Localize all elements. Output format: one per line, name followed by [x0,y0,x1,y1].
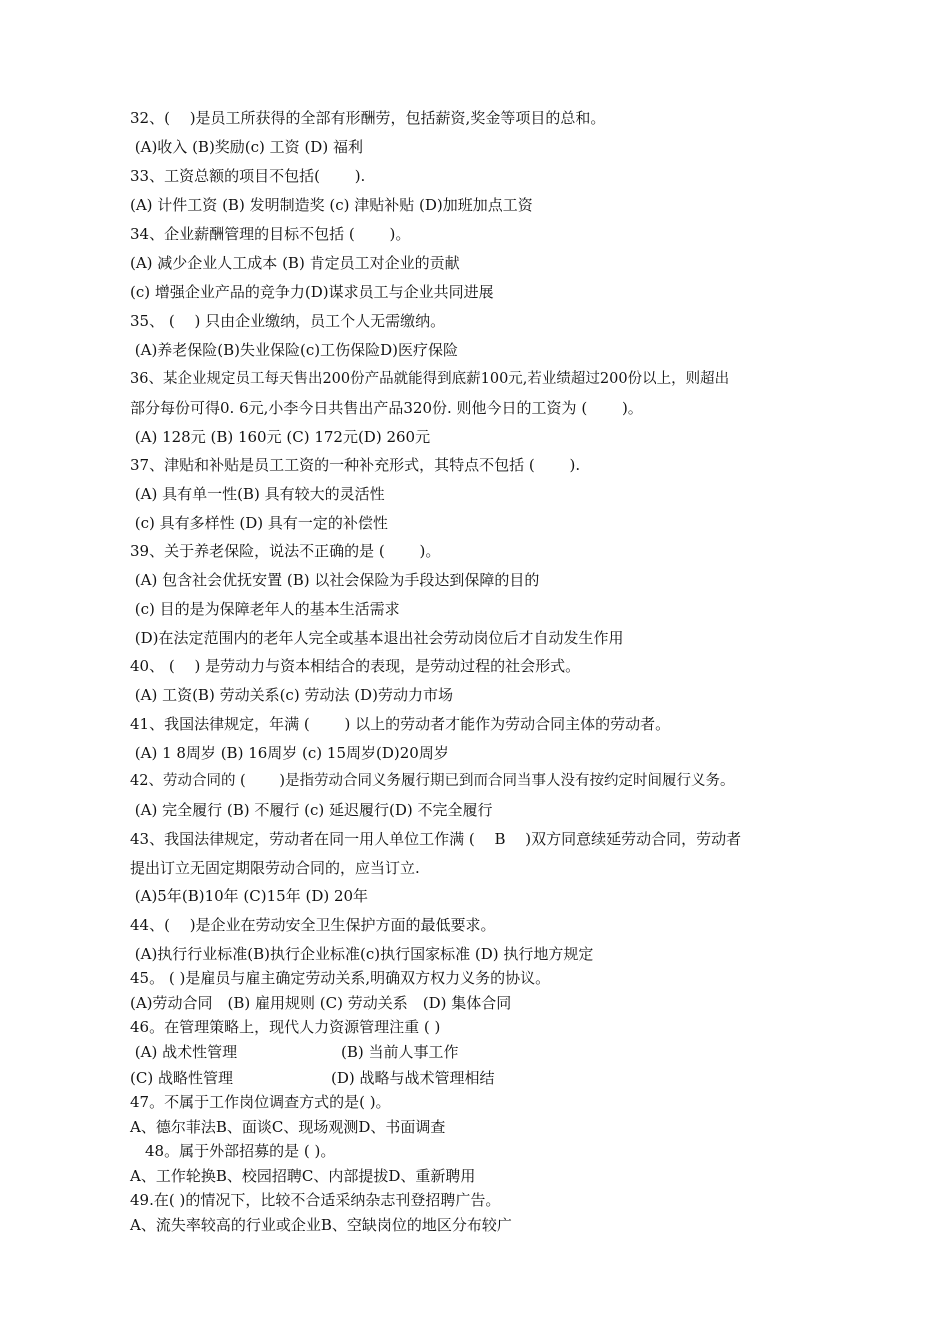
options-33: (A) 计件工资 (B) 发明制造奖 (c) 津贴补贴 (D)加班加点工资 [130,196,533,214]
question-42: 42、劳动合同的 ( )是指劳动合同义务履行期已到而合同当事人没有按约定时间履行义务。 [130,773,735,789]
option-46-b: (B) 当前人事工作 [341,1043,459,1061]
question-46: 46。在管理策略上，现代人力资源管理注重 ( ) [130,1018,441,1036]
options-32: (A)收入 (B)奖励(c) 工资 (D) 福利 [130,138,363,156]
options-35: (A)养老保险(B)失业保险(c)工伤保险D)医疗保险 [130,341,459,359]
question-37: 37、津贴和补贴是员工工资的一种补充形式，其特点不包括 ( ). [130,456,581,474]
option-46-c: (C) 战略性管理 [130,1069,233,1087]
question-39: 39、关于养老保险，说法不正确的是 ( )。 [130,542,441,560]
options-39-c: (c) 目的是为保障老年人的基本生活需求 [130,600,400,618]
question-47: 47。不属于工作岗位调查方式的是( )。 [130,1093,391,1111]
options-39-ab: (A) 包含社会优抚安置 (B) 以社会保险为手段达到保障的目的 [130,571,540,589]
question-36-line-1: 36、某企业规定员工每天售出200份产品就能得到底薪100元,若业绩超过200份以上，则超出 [130,371,730,387]
options-36: (A) 128元 (B) 160元 (C) 172元(D) 260元 [130,428,431,446]
option-46-a: (A) 战术性管理 [130,1043,238,1061]
options-42: (A) 完全履行 (B) 不履行 (c) 延迟履行(D) 不完全履行 [130,801,493,819]
options-49: A、流失率较高的行业或企业B、空缺岗位的地区分布较广 [130,1216,512,1234]
options-48: A、工作轮换B、校园招聘C、内部提拔D、重新聘用 [130,1167,476,1185]
question-33: 33、工资总额的项目不包括( ). [130,167,366,185]
options-34-ab: (A) 减少企业人工成本 (B) 肯定员工对企业的贡献 [130,254,460,272]
question-49: 49.在( )的情况下，比较不合适采纳杂志刊登招聘广告。 [130,1191,501,1209]
question-32: 32、( )是员工所获得的全部有形酬劳，包括薪资,奖金等项目的总和。 [130,109,606,127]
question-43-line-2: 提出订立无固定期限劳动合同的，应当订立. [130,859,420,877]
options-44: (A)执行行业标准(B)执行企业标准(c)执行国家标准 (D) 执行地方规定 [130,945,594,963]
question-41: 41、我国法律规定，年满 ( ) 以上的劳动者才能作为劳动合同主体的劳动者。 [130,715,671,733]
options-43: (A)5年(B)10年 (C)15年 (D) 20年 [130,887,369,905]
question-48: 48。属于外部招募的是 ( )。 [130,1142,336,1160]
question-35: 35、 ( ) 只由企业缴纳，员工个人无需缴纳。 [130,312,446,330]
options-37-ab: (A) 具有单一性(B) 具有较大的灵活性 [130,485,385,503]
question-40: 40、 ( ) 是劳动力与资本相结合的表现，是劳动过程的社会形式。 [130,657,581,675]
options-37-cd: (c) 具有多样性 (D) 具有一定的补偿性 [130,514,388,532]
options-34-cd: (c) 增强企业产品的竞争力(D)谋求员工与企业共同进展 [130,283,494,301]
question-44: 44、( )是企业在劳动安全卫生保护方面的最低要求。 [130,916,496,934]
question-43-line-1: 43、我国法律规定，劳动者在同一用人单位工作满 ( B )双方同意续延劳动合同，劳动者 [130,830,742,848]
options-47: A、德尔菲法B、面谈C、现场观测D、书面调查 [130,1118,446,1136]
options-39-d: (D)在法定范围内的老年人完全或基本退出社会劳动岗位后才自动发生作用 [130,629,624,647]
options-40: (A) 工资(B) 劳动关系(c) 劳动法 (D)劳动力市场 [130,686,453,704]
options-41: (A) 1 8周岁 (B) 16周岁 (c) 15周岁(D)20周岁 [130,744,449,762]
question-45: 45。 ( )是雇员与雇主确定劳动关系,明确双方权力义务的协议。 [130,969,551,987]
question-36-line-2: 部分每份可得0. 6元,小李今日共售出产品320份. 则他今日的工资为 ( )。 [130,399,643,417]
question-34: 34、企业薪酬管理的目标不包括 ( )。 [130,225,411,243]
options-45: (A)劳动合同 (B) 雇用规则 (C) 劳动关系 (D) 集体合同 [130,994,512,1012]
option-46-d: (D) 战略与战术管理相结 [331,1069,495,1087]
